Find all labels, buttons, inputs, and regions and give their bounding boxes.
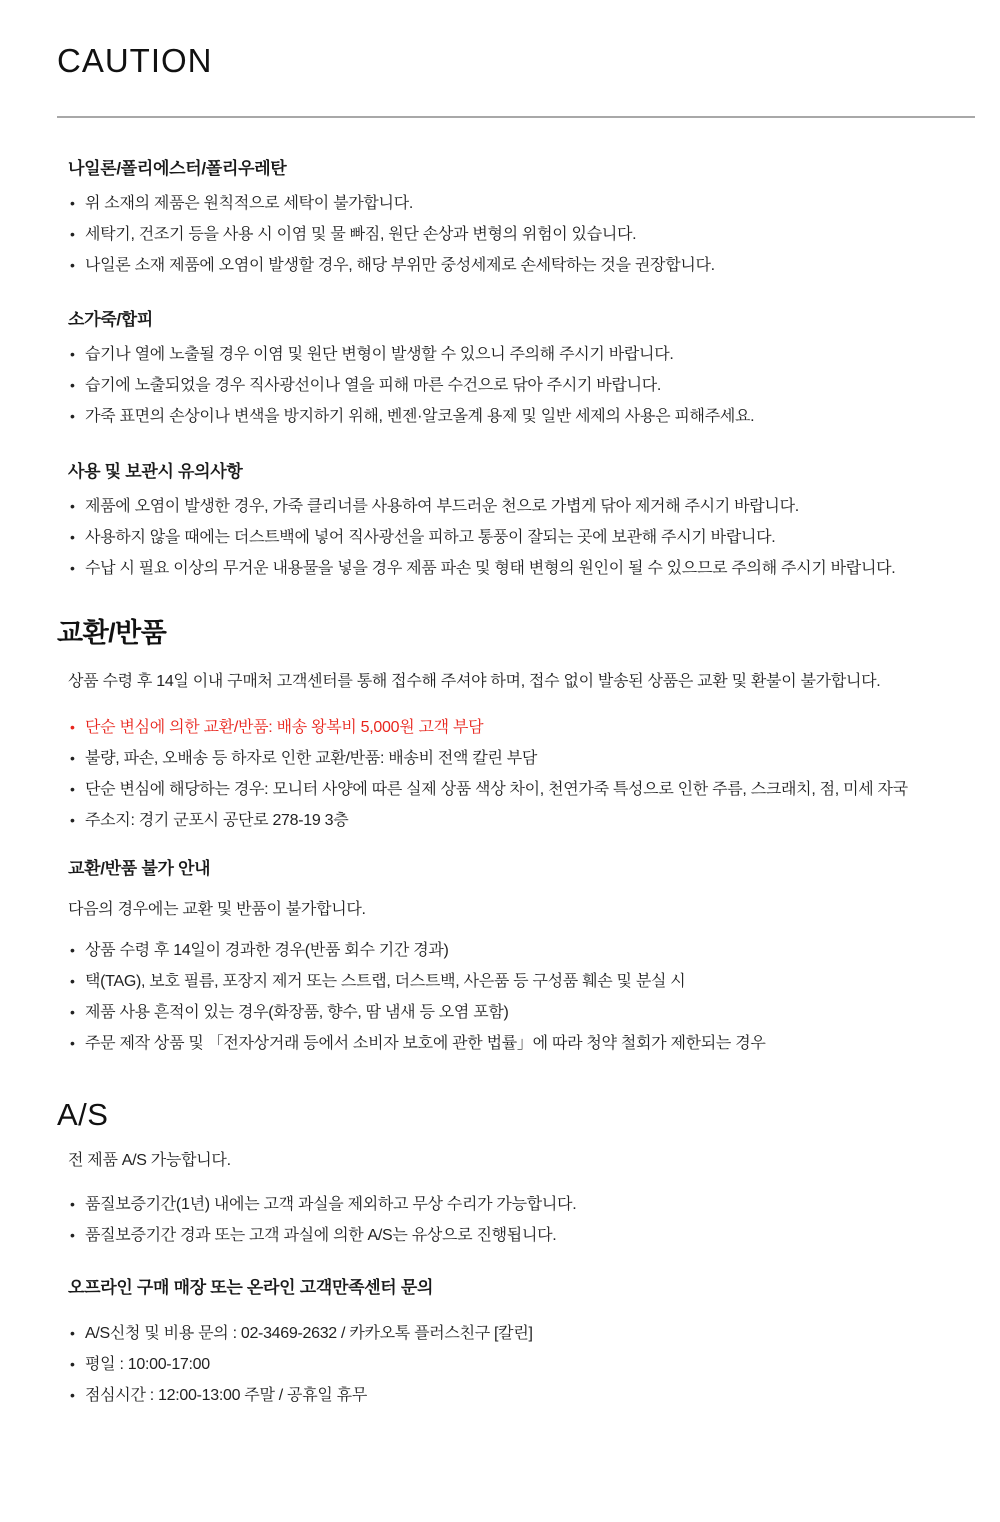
exchange-section xyxy=(68,672,975,1053)
caution-title: CAUTION xyxy=(57,42,213,79)
leather-list xyxy=(68,345,975,426)
materials-heading: 나일론/폴리에스터/폴리우레탄 xyxy=(68,159,287,178)
list-item: • 수납 시 필요 이상의 무거운 내용물을 넣을 경우 제품 파손 및 형태 변형의 원인이 될 수 있으므로 주의해 주시기 바랍니다. xyxy=(68,559,975,578)
exchange-list xyxy=(68,718,975,830)
list-item: • 점심시간 : 12:00-13:00 주말 / 공휴일 휴무 xyxy=(68,1386,975,1405)
list-item: • 세탁기, 건조기 등을 사용 시 이염 및 물 빠짐, 원단 손상과 변형의 위험이 있습니다. xyxy=(68,225,975,244)
exchange-not-allowed-list xyxy=(68,941,975,1053)
exchange-title: 교환/반품 xyxy=(57,618,167,648)
section-divider xyxy=(57,116,975,118)
list-item: • 택(TAG), 보호 필름, 포장지 제거 또는 스트랩, 더스트백, 사은품 등 구성품 훼손 및 분실 시 xyxy=(68,972,975,991)
as-contact-list xyxy=(68,1324,975,1405)
as-contact-heading: 오프라인 구매 매장 또는 온라인 고객만족센터 문의 xyxy=(68,1278,434,1297)
list-item: • 주문 제작 상품 및 「전자상거래 등에서 소비자 보호에 관한 법률」에 따라 청약 철회가 제한되는 경우 xyxy=(68,1034,975,1053)
list-item: • 상품 수령 후 14일이 경과한 경우(반품 회수 기간 경과) xyxy=(68,941,975,960)
list-item: • 제품에 오염이 발생한 경우, 가죽 클리너를 사용하여 부드러운 천으로 가볍게 닦아 제거해 주시기 바랍니다. xyxy=(68,497,975,516)
exchange-intro: 상품 수령 후 14일 이내 구매처 고객센터를 통해 접수해 주셔야 하며, 접수 없이 발송된 상품은 교환 및 환불이 불가합니다. xyxy=(68,673,881,690)
list-item: • 품질보증기간 경과 또는 고객 과실에 의한 A/S는 유상으로 진행됩니다. xyxy=(68,1226,975,1245)
storage-heading: 사용 및 보관시 유의사항 xyxy=(68,462,243,481)
list-item: • A/S신청 및 비용 문의 : 02-3469-2632 / 카카오톡 플러스친구 [칼린] xyxy=(68,1324,975,1343)
notice-page xyxy=(0,42,1000,1405)
list-item: • 가죽 표면의 손상이나 변색을 방지하기 위해, 벤젠·알코올계 용제 및 일반 세제의 사용은 피해주세요. xyxy=(68,407,975,426)
list-item: • 제품 사용 흔적이 있는 경우(화장품, 향수, 땀 냄새 등 오염 포함) xyxy=(68,1003,975,1022)
exchange-not-allowed-heading: 교환/반품 불가 안내 xyxy=(68,859,211,878)
exchange-not-allowed-intro: 다음의 경우에는 교환 및 반품이 불가합니다. xyxy=(68,901,366,918)
list-item: • 습기나 열에 노출될 경우 이염 및 원단 변형이 발생할 수 있으니 주의해 주시기 바랍니다. xyxy=(68,345,975,364)
list-item: • 사용하지 않을 때에는 더스트백에 넣어 직사광선을 피하고 통풍이 잘되는 곳에 보관해 주시기 바랍니다. xyxy=(68,528,975,547)
leather-heading: 소가죽/합피 xyxy=(68,310,154,329)
list-item: • 나일론 소재 제품에 오염이 발생할 경우, 해당 부위만 중성세제로 손세탁하는 것을 권장합니다. xyxy=(68,256,975,275)
list-item-highlighted: • 단순 변심에 의한 교환/반품: 배송 왕복비 5,000원 고객 부담 xyxy=(68,718,975,737)
caution-section-storage xyxy=(68,461,975,578)
list-item: • 습기에 노출되었을 경우 직사광선이나 열을 피해 마른 수건으로 닦아 주시기 바랍니다. xyxy=(68,376,975,395)
as-list xyxy=(68,1195,975,1245)
list-item: • 단순 변심에 해당하는 경우: 모니터 사양에 따른 실제 상품 색상 차이, 천연가죽 특성으로 인한 주름, 스크래치, 점, 미세 자국 xyxy=(68,780,975,799)
caution-section-materials xyxy=(68,158,975,275)
list-item: • 주소지: 경기 군포시 공단로 278-19 3층 xyxy=(68,811,975,830)
list-item: • 불량, 파손, 오배송 등 하자로 인한 교환/반품: 배송비 전액 칼린 부담 xyxy=(68,749,975,768)
as-title: A/S xyxy=(57,1097,109,1132)
as-intro: 전 제품 A/S 가능합니다. xyxy=(68,1152,231,1169)
caution-section-leather xyxy=(68,309,975,426)
materials-list xyxy=(68,194,975,275)
storage-list xyxy=(68,497,975,578)
list-item: • 평일 : 10:00-17:00 xyxy=(68,1355,975,1374)
list-item: • 품질보증기간(1년) 내에는 고객 과실을 제외하고 무상 수리가 가능합니다. xyxy=(68,1195,975,1214)
as-section xyxy=(68,1151,975,1405)
list-item: • 위 소재의 제품은 원칙적으로 세탁이 불가합니다. xyxy=(68,194,975,213)
